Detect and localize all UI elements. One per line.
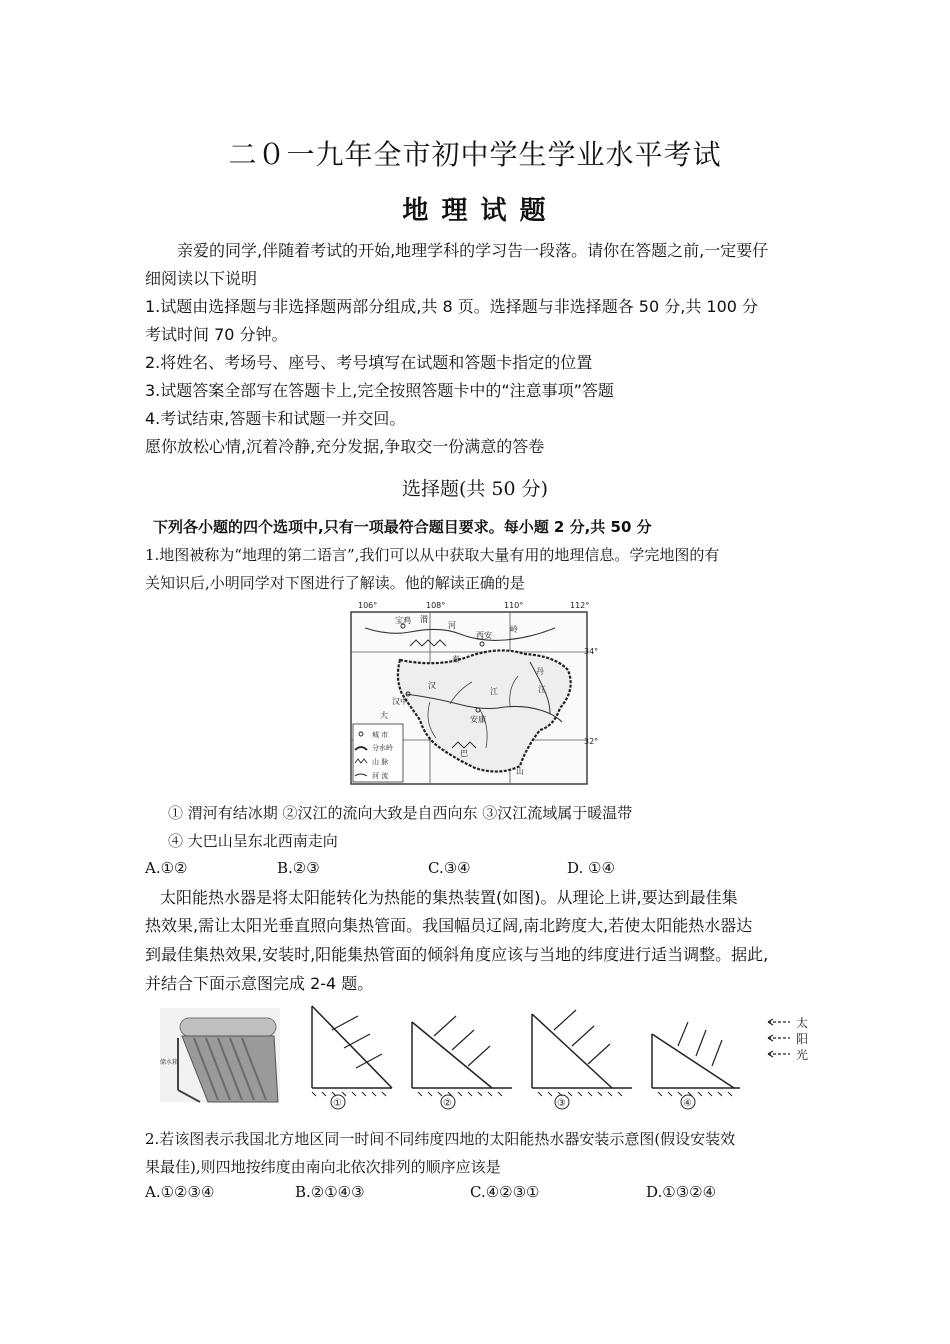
intro-line-1: 亲爱的同学,伴随着考试的开始,地理学科的学习告一段落。请你在答题之前,一定要仔 (177, 241, 769, 260)
solar-intro-3: 到最佳集热效果,安装时,阳能集热管面的倾斜角度应该与当地的纬度进行适当调整。据此, (145, 945, 769, 964)
legend-char-yang: 阳 (796, 1032, 809, 1046)
sunlight-legend (768, 1015, 808, 1062)
intro-line-2: 细阅读以下说明 (145, 269, 258, 288)
label-dan-jiang: 江 (538, 685, 546, 694)
label-da: 大 (380, 711, 388, 720)
label-hanzhong: 汉中 (392, 697, 408, 706)
photo-tag: 储水箱 (160, 1059, 179, 1066)
q2-option-d[interactable]: D.①③②④ (646, 1183, 717, 1201)
rule-1b: 考试时间 70 分钟。 (145, 325, 288, 344)
solar-heater-photo (160, 1008, 280, 1102)
solar-diagram-2 (412, 1016, 512, 1109)
rule-3: 3.试题答案全部写在答题卡上,完全按照答题卡中的“注意事项”答题 (145, 381, 614, 400)
solar-diagram (160, 1002, 820, 1112)
legend-char-tai: 太 (796, 1016, 809, 1030)
label-he: 河 (448, 621, 456, 630)
label-xian: 西安 (476, 631, 492, 640)
label-dan: 丹 (536, 667, 544, 676)
q1-option-d[interactable]: D. ①④ (567, 859, 615, 877)
exam-title: 二０一九年全市初中学生学业水平考试 (228, 138, 722, 171)
solar-diagram-1 (312, 1006, 392, 1109)
lat-label-34: 34° (584, 647, 599, 656)
q1-map-figure (340, 598, 600, 790)
q1-option-a[interactable]: A.①② (145, 859, 188, 877)
wish-line: 愿你放松心情,沉着冷静,充分发据,争取交一份满意的答卷 (145, 437, 545, 456)
solar-diagram-4 (652, 1022, 740, 1109)
q2-stem-1: 2.若该图表示我国北方地区同一时间不同纬度四地的太阳能热水器安装示意图(假设安装效 (145, 1130, 736, 1148)
q2-option-b[interactable]: B.②①④③ (295, 1183, 365, 1201)
diagram-label-3: ③ (557, 1098, 566, 1109)
q2-option-c[interactable]: C.④②③① (470, 1183, 540, 1201)
subject-title: 地 理 试 题 (402, 196, 548, 226)
diagram-label-4: ④ (683, 1098, 692, 1109)
label-baoji: 宝鸡 (395, 616, 411, 625)
q1-option-b[interactable]: B.②③ (277, 859, 320, 877)
legend-watershed: 分水岭 (372, 744, 393, 752)
lon-label-112: 112° (570, 601, 590, 610)
section-heading: 选择题(共 50 分) (401, 478, 549, 500)
q2-stem-2: 果最佳),则四地按纬度由南向北依次排列的顺序应该是 (145, 1158, 501, 1176)
label-jiang: 江 (490, 687, 498, 696)
label-ling: 岭 (510, 625, 518, 634)
label-qin: 秦 (452, 655, 460, 664)
lat-label-32: 32° (584, 737, 599, 746)
label-wei: 渭 (420, 615, 428, 624)
diagram-label-2: ② (443, 1098, 452, 1109)
legend-mountain: 山 脉 (372, 758, 389, 766)
q1-statements-2: ④ 大巴山呈东北西南走向 (168, 832, 338, 850)
legend-char-guang: 光 (796, 1048, 809, 1062)
q1-statements-1: ① 渭河有结冰期 ②汉江的流向大致是自西向东 ③汉江流域属于暖温带 (168, 804, 633, 822)
diagram-label-1: ① (333, 1098, 342, 1109)
rule-4: 4.考试结束,答题卡和试题一并交回。 (145, 409, 406, 428)
solar-intro-1: 太阳能热水器是将太阳能转化为热能的集热装置(如图)。从理论上讲,要达到最佳集 (160, 888, 738, 907)
solar-intro-4: 并结合下面示意图完成 2-4 题。 (145, 974, 374, 993)
label-han: 汉 (428, 681, 436, 690)
label-shan: 山 (516, 767, 524, 776)
q1-stem-1: 1.地图被称为“地理的第二语言”,我们可以从中获取大量有用的地理信息。学完地图的有 (145, 546, 720, 564)
rule-2: 2.将姓名、考场号、座号、考号填写在试题和答题卡指定的位置 (145, 353, 593, 372)
q1-option-c[interactable]: C.③④ (428, 859, 471, 877)
rule-1a: 1.试题由选择题与非选择题两部分组成,共 8 页。选择题与非选择题各 50 分,共 100 分 (145, 297, 759, 316)
solar-intro-2: 热效果,需让太阳光垂直照向集热管面。我国幅员辽阔,南北跨度大,若使太阳能热水器达 (145, 916, 753, 935)
lon-label-110: 110° (504, 601, 524, 610)
label-ba: 巴 (460, 749, 468, 758)
label-ankang: 安康 (470, 715, 486, 724)
section-instruction: 下列各小题的四个选项中,只有一项最符合题目要求。每小题 2 分,共 50 分 (153, 518, 652, 536)
lon-label-106: 106° (358, 601, 378, 610)
lon-label-108: 108° (426, 601, 446, 610)
legend-city: 城 市 (372, 731, 389, 739)
solar-diagram-3 (532, 1010, 632, 1109)
q2-option-a[interactable]: A.①②③④ (145, 1183, 215, 1201)
legend-river: 河 流 (372, 772, 389, 780)
q1-stem-2: 关知识后,小明同学对下图进行了解读。他的解读正确的是 (145, 574, 525, 592)
